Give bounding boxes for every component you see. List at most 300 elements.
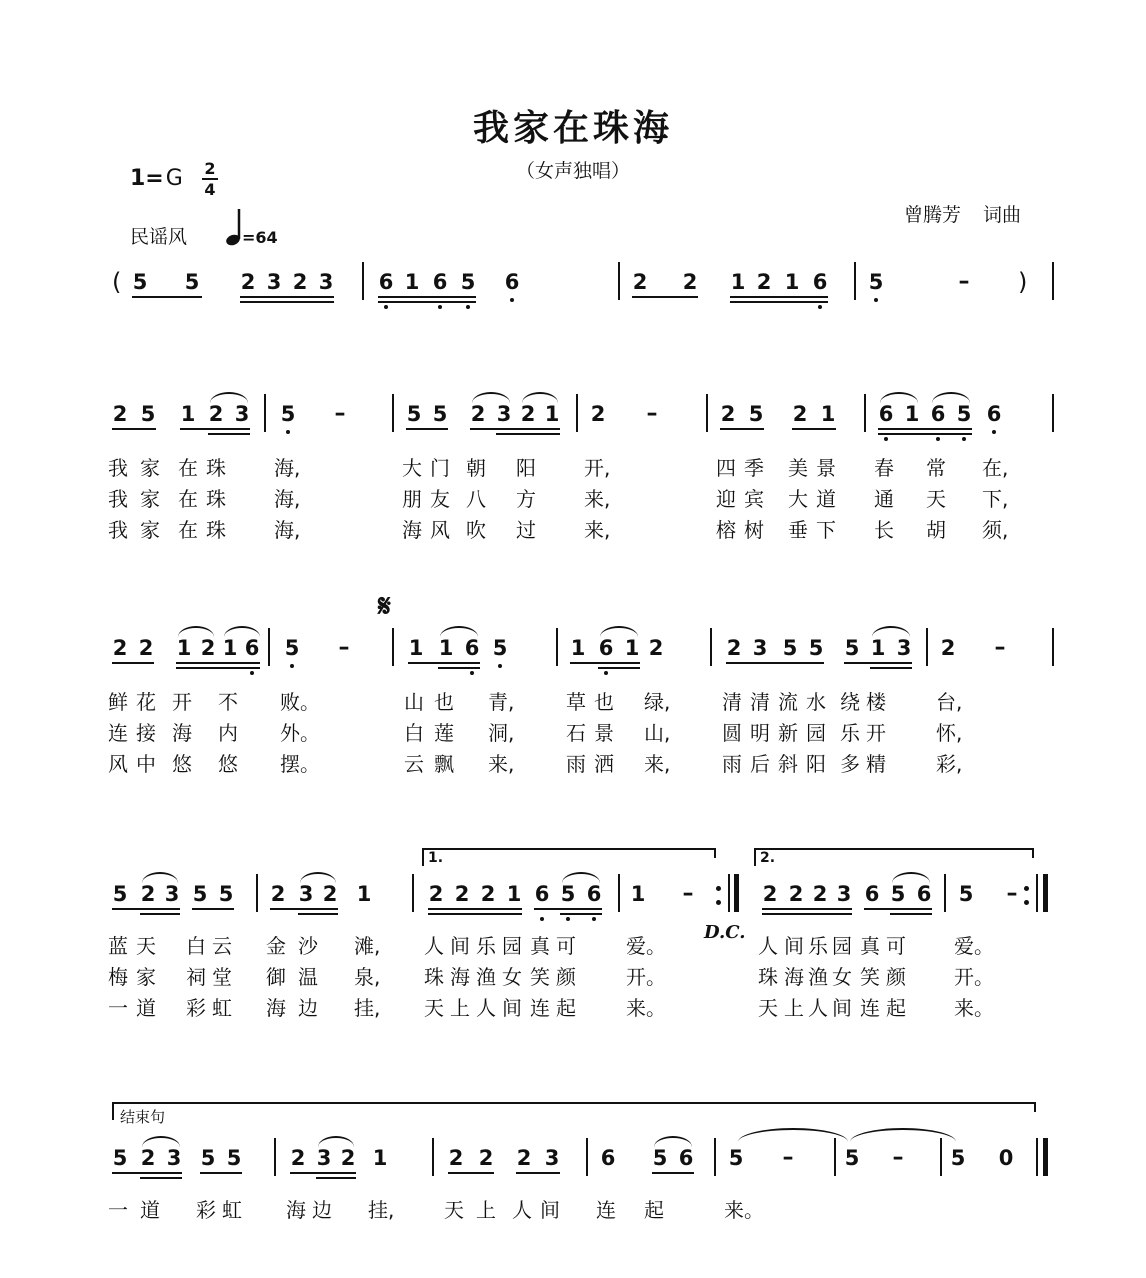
- underline: [290, 1172, 356, 1174]
- note: 6: [864, 882, 880, 906]
- note: 2: [940, 636, 956, 660]
- underline: [200, 1172, 242, 1174]
- dash: –: [338, 635, 350, 660]
- lyric: 道: [136, 996, 156, 1020]
- note: 2: [340, 1146, 356, 1170]
- low-dot: [470, 671, 474, 675]
- final-barline: [1036, 1138, 1038, 1176]
- lyric: 大: [788, 487, 808, 511]
- note: 1: [222, 636, 238, 660]
- lyric: 也: [434, 690, 454, 714]
- dash: –: [682, 881, 694, 906]
- note: 2: [632, 270, 648, 294]
- underline: [180, 428, 250, 430]
- note: 2: [756, 270, 772, 294]
- lyric: 可: [886, 934, 906, 958]
- slur: [178, 626, 214, 637]
- note: 2: [480, 882, 496, 906]
- barline: [618, 262, 620, 300]
- note: 5: [868, 270, 884, 294]
- lyric: 人: [476, 996, 496, 1020]
- lyric: 朋: [402, 487, 422, 511]
- note: 5: [226, 1146, 242, 1170]
- slur: [654, 1136, 692, 1147]
- lyric: 在: [178, 456, 198, 480]
- lyric: 一: [108, 996, 128, 1020]
- lyric: 边: [298, 996, 318, 1020]
- underline: [792, 428, 836, 430]
- lyric: 虹: [212, 996, 232, 1020]
- lyric: 开。: [954, 965, 994, 989]
- volta-bracket-1: [422, 848, 424, 866]
- lyric: 上: [784, 996, 804, 1020]
- lyric: 起: [556, 996, 576, 1020]
- lyric: 季: [744, 456, 764, 480]
- lyric: 可: [556, 934, 576, 958]
- slur: [142, 1136, 180, 1147]
- low-dot: [884, 437, 888, 441]
- lyric: 清: [722, 690, 742, 714]
- note: 5: [406, 402, 422, 426]
- key-value: G: [165, 166, 183, 191]
- lyric: 怀,: [936, 721, 963, 745]
- lyric: 天: [444, 1198, 464, 1222]
- lyric: 连: [596, 1198, 616, 1222]
- note: 2: [208, 402, 224, 426]
- lyric: 滩,: [354, 934, 381, 958]
- lyric: 也: [594, 690, 614, 714]
- note: 3: [318, 270, 334, 294]
- lyric: 楼: [866, 690, 886, 714]
- note: 5: [280, 402, 296, 426]
- lyric: 挂,: [368, 1198, 395, 1222]
- barline: [362, 262, 364, 300]
- lyric: 开: [866, 721, 886, 745]
- lyric: 流: [778, 690, 798, 714]
- lyric: 须,: [982, 518, 1009, 542]
- note: 3: [752, 636, 768, 660]
- dash: –: [958, 269, 970, 294]
- underline: [534, 908, 602, 910]
- barline: [1052, 628, 1054, 666]
- open-paren: (: [112, 268, 122, 296]
- note: 2: [720, 402, 736, 426]
- author-name: 曾腾芳: [904, 204, 962, 226]
- lyric: 海,: [274, 456, 301, 480]
- lyric: 园: [806, 721, 826, 745]
- underline: [726, 662, 824, 664]
- underline: [408, 662, 480, 664]
- lyric: 方: [516, 487, 536, 511]
- low-dot: [540, 917, 544, 921]
- style-label: 民谣风: [130, 226, 188, 248]
- barline: [392, 394, 394, 432]
- note: 5: [728, 1146, 744, 1170]
- repeat-dot: [716, 886, 721, 891]
- lyric: 女: [832, 965, 852, 989]
- underline: [448, 1172, 494, 1174]
- underline: [428, 908, 522, 910]
- lyric: 天: [424, 996, 444, 1020]
- segno-sign: 𝄋: [378, 589, 391, 624]
- lyric: 白: [186, 934, 206, 958]
- lyric: 笑: [860, 965, 880, 989]
- lyric: 家: [136, 965, 156, 989]
- lyric: 笑: [530, 965, 550, 989]
- slur: [562, 872, 600, 883]
- lyric: 边: [312, 1198, 332, 1222]
- lyric: 道: [816, 487, 836, 511]
- barline: [710, 628, 712, 666]
- barline: [586, 1138, 588, 1176]
- underline: [378, 296, 476, 298]
- note: 6: [464, 636, 480, 660]
- note: 5: [192, 882, 208, 906]
- note: 2: [240, 270, 256, 294]
- note: 1: [372, 1146, 388, 1170]
- note: 5: [184, 270, 200, 294]
- underline: [176, 667, 260, 669]
- lyric: 道: [140, 1198, 160, 1222]
- underline: [730, 301, 828, 303]
- note: 2: [520, 402, 536, 426]
- note: 3: [234, 402, 250, 426]
- slur: [892, 872, 930, 883]
- lyric: 悠: [172, 752, 192, 776]
- lyric: 新: [778, 721, 798, 745]
- note: 3: [496, 402, 512, 426]
- lyric: 彩: [196, 1198, 216, 1222]
- note: 2: [792, 402, 808, 426]
- underline: [240, 296, 334, 298]
- lyric: 女: [502, 965, 522, 989]
- note: 3: [316, 1146, 332, 1170]
- underline: [560, 913, 602, 915]
- note: 2: [682, 270, 698, 294]
- barline: [944, 874, 946, 912]
- lyric: 上: [450, 996, 470, 1020]
- note: 2: [726, 636, 742, 660]
- underline: [864, 908, 932, 910]
- lyric: 云: [212, 934, 232, 958]
- note: 2: [322, 882, 338, 906]
- lyric: 颜: [886, 965, 906, 989]
- ending-bracket: [112, 1102, 114, 1120]
- underline: [730, 296, 828, 298]
- note: 1: [544, 402, 560, 426]
- lyric: 来。: [724, 1198, 764, 1222]
- note: 3: [836, 882, 852, 906]
- volta-bracket-2: [754, 848, 756, 866]
- lyric: 景: [816, 456, 836, 480]
- underline: [132, 296, 202, 298]
- underline: [652, 1172, 694, 1174]
- lyric: 家: [140, 518, 160, 542]
- note: 1: [356, 882, 372, 906]
- note: 2: [590, 402, 606, 426]
- barline: [256, 874, 258, 912]
- note: 6: [986, 402, 1002, 426]
- note: 5: [844, 636, 860, 660]
- note: 2: [812, 882, 828, 906]
- underline: [844, 662, 912, 664]
- lyric: 连: [860, 996, 880, 1020]
- note: 1: [784, 270, 800, 294]
- lyric: 珠: [758, 965, 778, 989]
- lyric: 吹: [466, 518, 486, 542]
- barline: [274, 1138, 276, 1176]
- note: 2: [478, 1146, 494, 1170]
- lyric: 人: [808, 996, 828, 1020]
- note: 6: [930, 402, 946, 426]
- low-dot: [604, 671, 608, 675]
- dash: –: [782, 1145, 794, 1170]
- lyric: 来。: [954, 996, 994, 1020]
- lyric: 颜: [556, 965, 576, 989]
- lyric: 爱。: [954, 934, 994, 958]
- lyric: 来,: [584, 487, 611, 511]
- note: 3: [896, 636, 912, 660]
- barline: [834, 1138, 836, 1176]
- note: 3: [544, 1146, 560, 1170]
- lyric: 渔: [476, 965, 496, 989]
- lyric: 精: [866, 752, 886, 776]
- lyric: 爱。: [626, 934, 666, 958]
- lyric: 风: [430, 518, 450, 542]
- lyric: 多: [840, 752, 860, 776]
- underline: [112, 908, 180, 910]
- barline: [576, 394, 578, 432]
- lyric: 我: [108, 456, 128, 480]
- low-dot: [566, 917, 570, 921]
- low-dot: [438, 305, 442, 309]
- lyric: 内: [218, 721, 238, 745]
- lyric: 门: [430, 456, 450, 480]
- lyric: 鲜: [108, 690, 128, 714]
- lyric: 宾: [744, 487, 764, 511]
- note: 1: [438, 636, 454, 660]
- lyric: 在,: [982, 456, 1009, 480]
- key-prefix: 1=: [130, 166, 164, 191]
- time-signature: [202, 160, 218, 198]
- note: 3: [164, 882, 180, 906]
- note: 2: [648, 636, 664, 660]
- lyric: 彩,: [936, 752, 963, 776]
- low-dot: [992, 430, 996, 434]
- lyric: 清: [750, 690, 770, 714]
- note: 2: [270, 882, 286, 906]
- barline: [926, 628, 928, 666]
- lyric: 珠: [206, 487, 226, 511]
- lyric: 后: [750, 752, 770, 776]
- slur: [142, 872, 178, 883]
- tempo-marking: =64: [242, 228, 278, 247]
- lyric: 台,: [936, 690, 963, 714]
- lyric: 我: [108, 518, 128, 542]
- lyric: 间: [784, 934, 804, 958]
- underline: [762, 908, 852, 910]
- lyric: 景: [594, 721, 614, 745]
- lyric: 乐: [840, 721, 860, 745]
- lyric: 来。: [626, 996, 666, 1020]
- slur: [880, 392, 918, 403]
- lyric: 家: [140, 456, 160, 480]
- dash: –: [892, 1145, 904, 1170]
- underline: [112, 1172, 182, 1174]
- lyric: 花: [136, 690, 156, 714]
- dash: –: [994, 635, 1006, 660]
- note: 5: [950, 1146, 966, 1170]
- underline: [516, 1172, 560, 1174]
- lyric: 乐: [476, 934, 496, 958]
- low-dot: [592, 917, 596, 921]
- underline: [112, 662, 154, 664]
- lyric: 连: [108, 721, 128, 745]
- barline: [854, 262, 856, 300]
- lyric: 在: [178, 487, 198, 511]
- dash: –: [646, 401, 658, 426]
- author-role: 词曲: [983, 204, 1022, 226]
- underline: [298, 913, 338, 915]
- lyric: 开: [172, 690, 192, 714]
- lyric: 渔: [808, 965, 828, 989]
- lyric: 榕: [716, 518, 736, 542]
- lyric: 下: [816, 518, 836, 542]
- lyric: 间: [540, 1198, 560, 1222]
- lyric: 雨: [566, 752, 586, 776]
- low-dot: [962, 437, 966, 441]
- slur: [300, 872, 336, 883]
- tie: [738, 1128, 848, 1142]
- da-capo-marking: D.C.: [704, 922, 746, 943]
- lyric: 真: [860, 934, 880, 958]
- volta-bracket-1: [714, 848, 716, 858]
- lyric: 垂: [788, 518, 808, 542]
- barline: [714, 1138, 716, 1176]
- lyric: 温: [298, 965, 318, 989]
- lyric: 中: [136, 752, 156, 776]
- note: 5: [132, 270, 148, 294]
- note: 2: [290, 1146, 306, 1170]
- note: 2: [112, 636, 128, 660]
- barline: [392, 628, 394, 666]
- lyric: 败。: [280, 690, 320, 714]
- note: 5: [956, 402, 972, 426]
- lyric: 朝: [466, 456, 486, 480]
- note: 0: [998, 1146, 1014, 1170]
- underline: [570, 662, 640, 664]
- note: 1: [730, 270, 746, 294]
- lyric: 常: [926, 456, 946, 480]
- lyric: 石: [566, 721, 586, 745]
- slur: [318, 1136, 354, 1147]
- low-dot: [936, 437, 940, 441]
- note: 6: [378, 270, 394, 294]
- underline: [598, 667, 640, 669]
- note: 2: [428, 882, 444, 906]
- note: 2: [454, 882, 470, 906]
- lyric: 海: [402, 518, 422, 542]
- lyric: 彩: [186, 996, 206, 1020]
- underline: [428, 913, 522, 915]
- note: 5: [218, 882, 234, 906]
- barline: [432, 1138, 434, 1176]
- note: 5: [492, 636, 508, 660]
- note: 2: [448, 1146, 464, 1170]
- note: 5: [748, 402, 764, 426]
- lyric: 通: [874, 487, 894, 511]
- lyric: 摆。: [280, 752, 320, 776]
- underline: [140, 1177, 182, 1179]
- lyric: 来,: [584, 518, 611, 542]
- lyric: 草: [566, 690, 586, 714]
- lyric: 海: [286, 1198, 306, 1222]
- low-dot: [286, 430, 290, 434]
- note: 2: [138, 636, 154, 660]
- slur: [440, 626, 478, 637]
- underline: [632, 296, 698, 298]
- repeat-dot: [1024, 886, 1029, 891]
- lyric: 堂: [212, 965, 232, 989]
- note: 2: [762, 882, 778, 906]
- key-signature: [130, 166, 183, 191]
- low-dot: [498, 664, 502, 668]
- note: 5: [200, 1146, 216, 1170]
- note: 1: [180, 402, 196, 426]
- lyric: 下,: [982, 487, 1009, 511]
- lyric: 过: [516, 518, 536, 542]
- note: 1: [506, 882, 522, 906]
- lyric: 连: [530, 996, 550, 1020]
- note: 5: [284, 636, 300, 660]
- lyric: 御: [266, 965, 286, 989]
- lyric: 珠: [424, 965, 444, 989]
- lyric: 起: [886, 996, 906, 1020]
- note: 2: [140, 1146, 156, 1170]
- lyric: 美: [788, 456, 808, 480]
- close-paren: ): [1018, 268, 1028, 296]
- lyric: 间: [832, 996, 852, 1020]
- slur: [600, 626, 638, 637]
- barline: [412, 874, 414, 912]
- note: 3: [298, 882, 314, 906]
- underline: [378, 301, 476, 303]
- underline: [438, 667, 480, 669]
- note: 2: [140, 882, 156, 906]
- low-dot: [384, 305, 388, 309]
- lyric: 海,: [274, 518, 301, 542]
- lyric: 间: [502, 996, 522, 1020]
- lyric: 八: [466, 487, 486, 511]
- dash: –: [334, 401, 346, 426]
- barline: [268, 628, 270, 666]
- low-dot: [874, 298, 878, 302]
- note: 3: [166, 1146, 182, 1170]
- lyric: 我: [108, 487, 128, 511]
- barline: [556, 628, 558, 666]
- repeat-barline: [728, 874, 730, 912]
- slur: [522, 392, 558, 403]
- note: 5: [112, 882, 128, 906]
- underline: [270, 908, 338, 910]
- lyric: 天: [136, 934, 156, 958]
- author-credit: [904, 200, 1021, 227]
- repeat-dot: [716, 900, 721, 905]
- underline: [406, 428, 448, 430]
- note: 6: [878, 402, 894, 426]
- underline: [208, 433, 250, 435]
- underline: [762, 913, 852, 915]
